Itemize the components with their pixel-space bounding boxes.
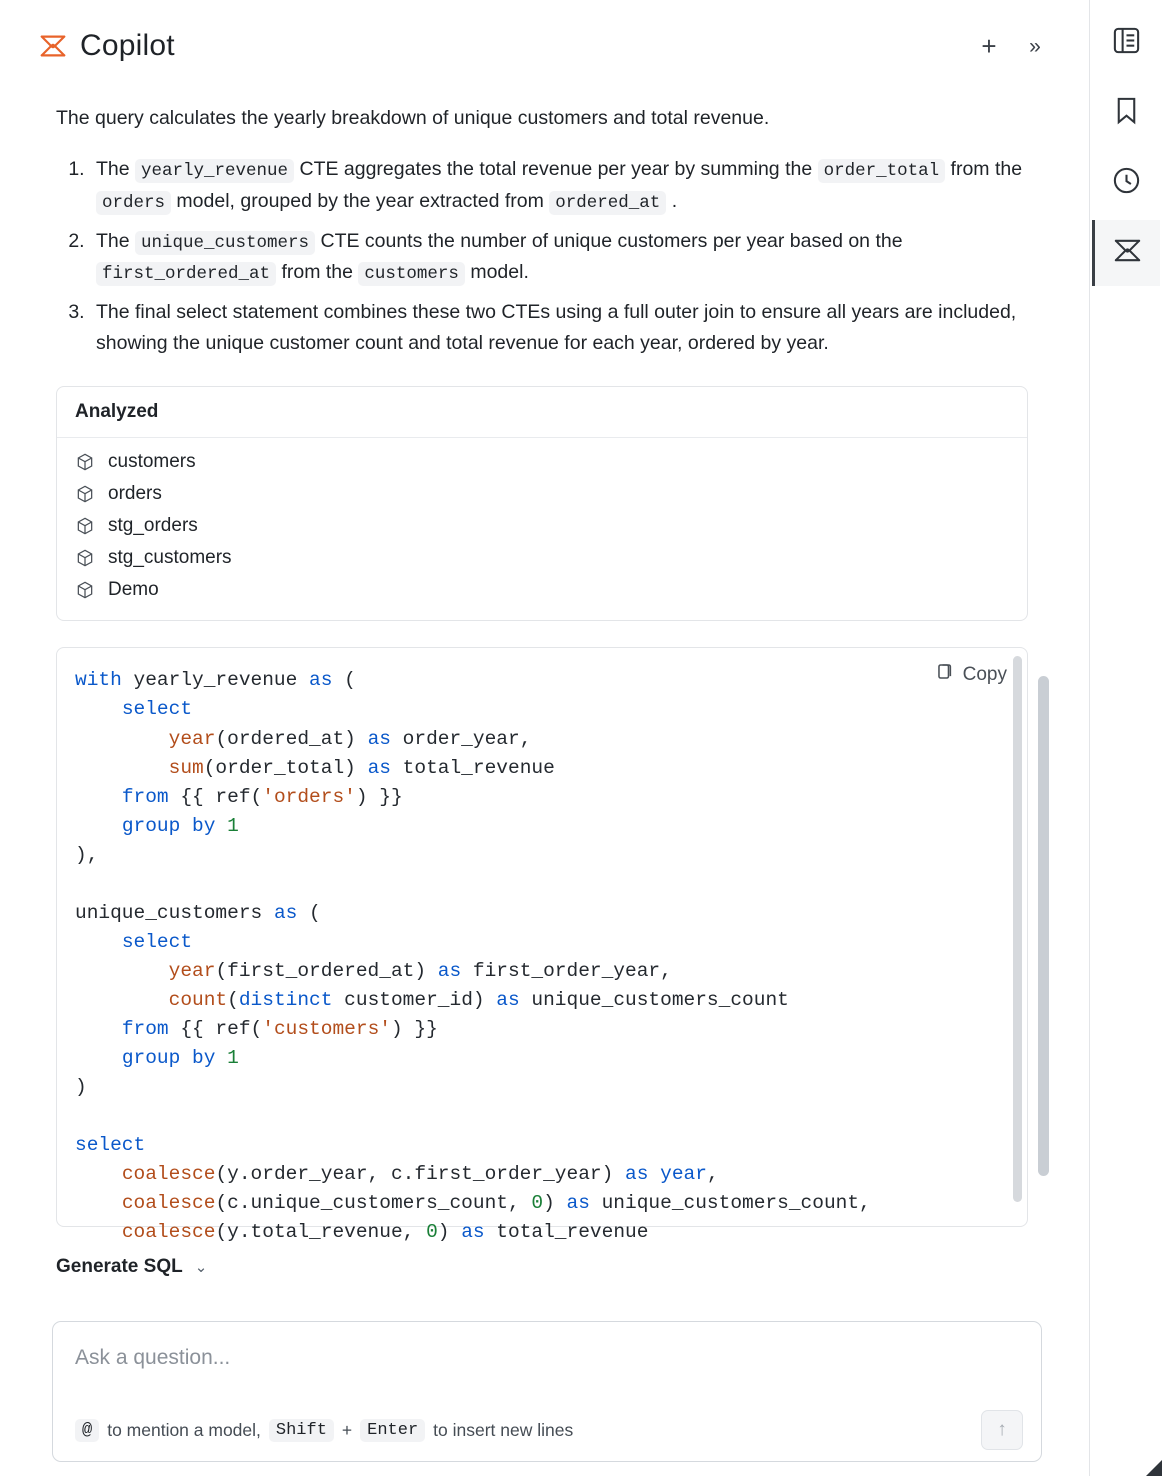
list-item[interactable] bbox=[57, 478, 1027, 510]
newline-hint-text: to insert new lines bbox=[433, 1419, 574, 1440]
chevron-down-icon: ⌄ bbox=[194, 1259, 208, 1276]
cube-icon bbox=[75, 484, 95, 504]
conversation-scroll-area[interactable] bbox=[0, 92, 1090, 1250]
copy-label: Copy bbox=[962, 663, 1007, 685]
ask-hint-row bbox=[53, 1399, 1041, 1461]
list-item-label: stg_customers bbox=[108, 547, 232, 569]
conversation-content bbox=[0, 104, 1090, 1244]
resize-corner-icon[interactable] bbox=[1146, 1460, 1162, 1476]
copy-icon bbox=[936, 662, 955, 687]
at-mention-chip: @ bbox=[75, 1419, 99, 1442]
bookmark-icon bbox=[1111, 95, 1142, 131]
right-rail bbox=[1090, 0, 1162, 1476]
send-message-button[interactable] bbox=[981, 1410, 1023, 1450]
analyzed-title: Analyzed bbox=[57, 387, 1027, 438]
list-item-label: Demo bbox=[108, 579, 159, 601]
inline-code: ordered_at bbox=[549, 191, 666, 215]
cube-icon bbox=[75, 548, 95, 568]
inline-code: customers bbox=[358, 262, 465, 286]
inline-code: unique_customers bbox=[135, 231, 315, 255]
panel-header bbox=[0, 0, 1089, 92]
analyzed-card bbox=[56, 386, 1028, 621]
new-chat-button[interactable]: + bbox=[969, 26, 1009, 66]
code-scrollbar[interactable] bbox=[1013, 656, 1022, 1218]
copy-code-button[interactable] bbox=[932, 658, 1013, 691]
rail-item-copilot[interactable] bbox=[1092, 220, 1160, 286]
copilot-logo-icon bbox=[38, 31, 68, 61]
ask-question-input[interactable] bbox=[53, 1322, 1041, 1370]
shift-key-chip: Shift bbox=[269, 1419, 334, 1442]
assistant-intro-text: The query calculates the yearly breakdown of unique customers and total revenue. bbox=[56, 107, 770, 129]
inline-code: first_ordered_at bbox=[96, 262, 276, 286]
collapse-panel-button[interactable]: » bbox=[1015, 26, 1055, 66]
inline-code: orders bbox=[96, 191, 171, 215]
generate-sql-label: Generate SQL bbox=[56, 1256, 183, 1277]
clock-icon bbox=[1111, 165, 1142, 201]
list-item[interactable] bbox=[57, 574, 1027, 606]
assistant-steps-list bbox=[56, 154, 1028, 358]
ask-question-box[interactable] bbox=[52, 1321, 1042, 1462]
page-title: Copilot bbox=[80, 29, 175, 62]
list-item-label: orders bbox=[108, 483, 162, 505]
list-item[interactable] bbox=[57, 446, 1027, 478]
cube-icon bbox=[75, 516, 95, 536]
generate-sql-row bbox=[0, 1250, 1089, 1284]
inline-code: yearly_revenue bbox=[135, 159, 294, 183]
assistant-step: 2. The unique_customers CTE counts the number of unique customers per year based on the first_ordered_at from the customers model. bbox=[90, 226, 1028, 289]
generate-sql-button[interactable] bbox=[56, 1250, 217, 1284]
assistant-step: 3. The final select statement combines these two CTEs using a full outer join to ensure all years are included, showing the unique customer count and total revenue for each year, ordered by year. bbox=[90, 297, 1028, 359]
list-item[interactable] bbox=[57, 510, 1027, 542]
rail-item-history[interactable] bbox=[1092, 150, 1160, 216]
conversation-scrollbar-thumb[interactable] bbox=[1038, 676, 1049, 1176]
assistant-step: 1. The yearly_revenue CTE aggregates the total revenue per year by summing the order_total from the orders model, grouped by the year extracted from ordered_at . bbox=[90, 154, 1028, 217]
code-scrollbar-thumb[interactable] bbox=[1013, 656, 1022, 1202]
list-item-label: stg_orders bbox=[108, 515, 198, 537]
list-panel-icon bbox=[1111, 25, 1142, 61]
cube-icon bbox=[75, 580, 95, 600]
copilot-logo-icon bbox=[1112, 235, 1143, 271]
analyzed-items bbox=[57, 438, 1027, 620]
inline-code: order_total bbox=[818, 159, 946, 183]
list-item-label: customers bbox=[108, 451, 196, 473]
cube-icon bbox=[75, 452, 95, 472]
plus-sign: + bbox=[341, 1419, 353, 1440]
sql-code-text[interactable]: with yearly_revenue as ( select year(ordered_at) as order_year, sum(order_total) as total_revenue from {{ ref('orders') }} group by 1 ), unique_customers as ( select year(first_ordered_at) as first_order_year, count(distinct customer_id) as unique_customers_count from {{ ref('customers') }} group by 1 ) select coalesce(y.order_year, c.first_order_year) as year, coalesce(c.unique_customers_count, 0) as unique_customers_count, coalesce(y.total_revenue, 0) as total_revenue bbox=[75, 669, 871, 1244]
sql-code-block bbox=[56, 647, 1028, 1244]
send-arrow-icon: ↑ bbox=[997, 1419, 1007, 1440]
conversation-scrollbar[interactable] bbox=[1038, 96, 1049, 1240]
list-item[interactable] bbox=[57, 542, 1027, 574]
enter-key-chip: Enter bbox=[360, 1419, 425, 1442]
mention-hint-text: to mention a model, bbox=[107, 1419, 261, 1440]
rail-item-bookmarks[interactable] bbox=[1092, 80, 1160, 146]
rail-item-catalog[interactable] bbox=[1092, 10, 1160, 76]
